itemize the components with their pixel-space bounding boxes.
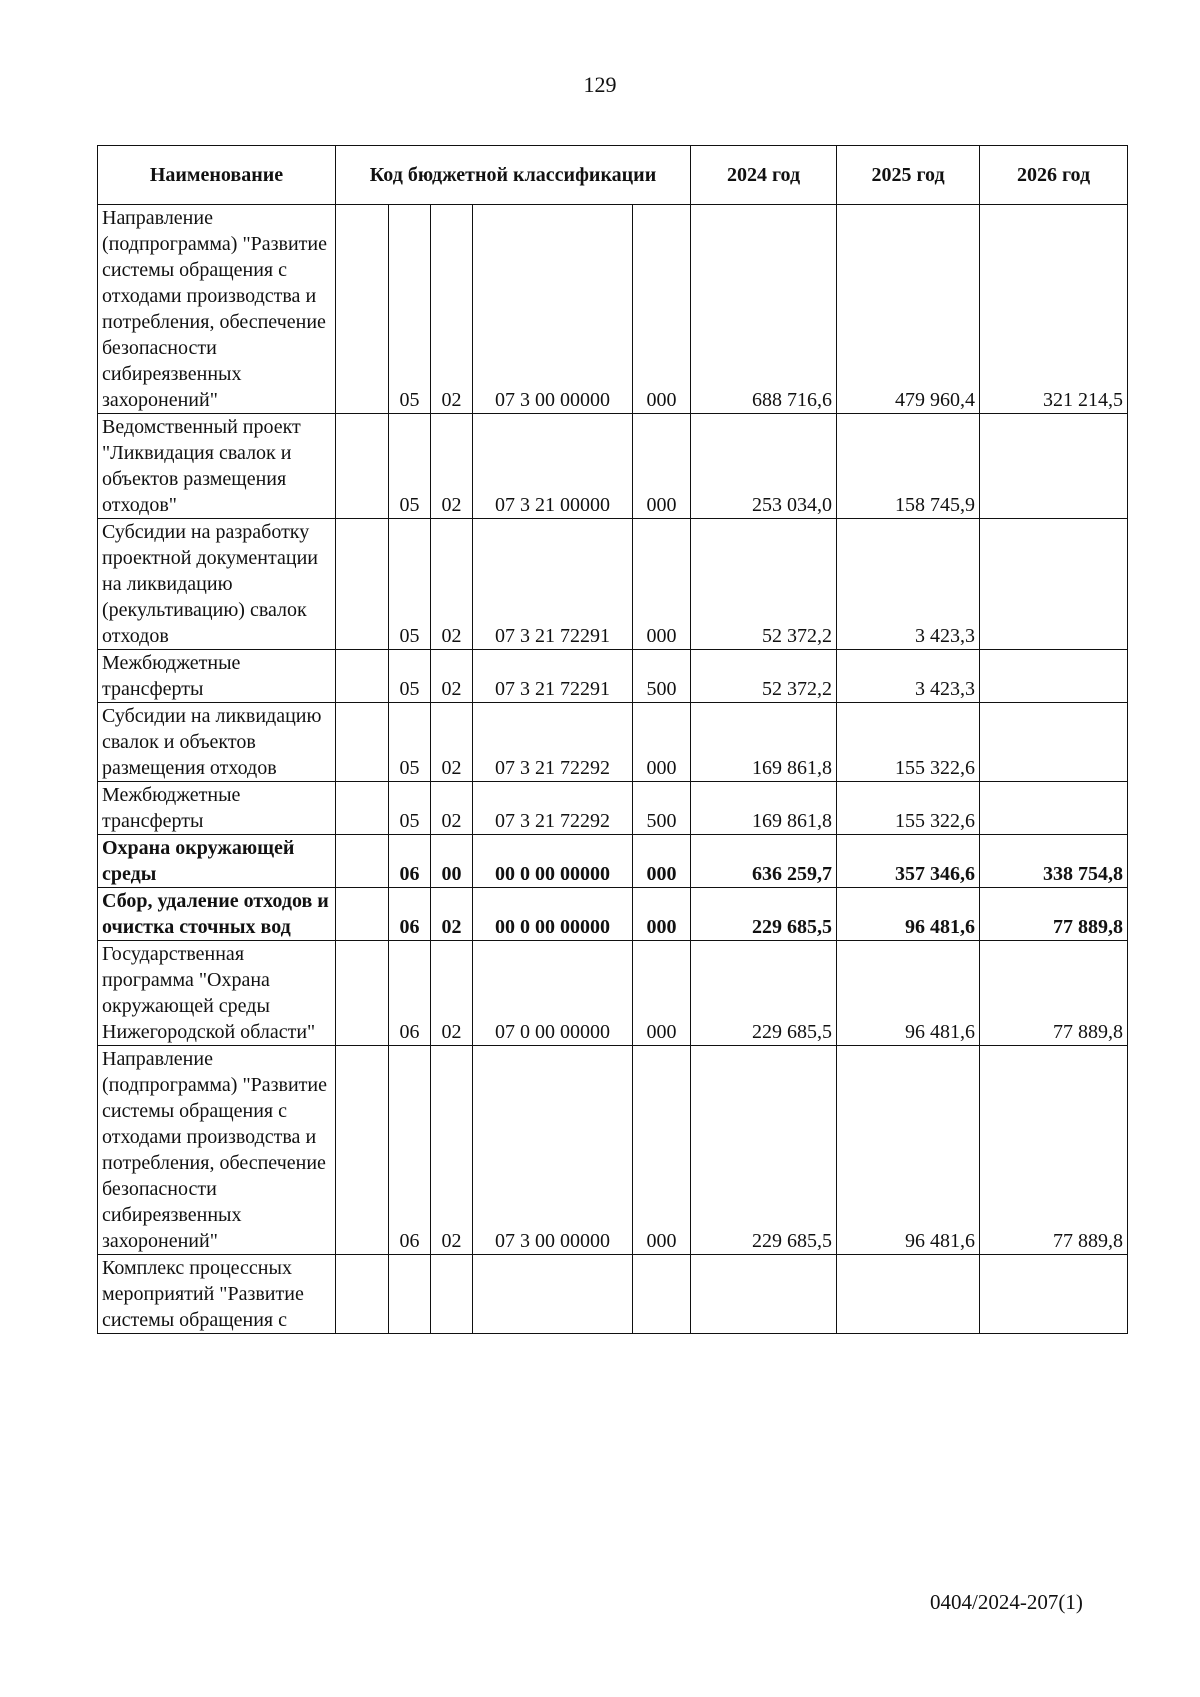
row-value-2026 — [980, 519, 1128, 650]
row-code-blank — [336, 1046, 389, 1255]
row-code-section: 05 — [389, 519, 431, 650]
row-value-2025: 96 481,6 — [837, 888, 980, 941]
table-row — [98, 414, 1128, 519]
row-value-2025 — [837, 1255, 980, 1334]
row-code-blank — [336, 888, 389, 941]
row-code-subsection: 02 — [431, 414, 473, 519]
row-code-target: 00 0 00 00000 — [473, 835, 633, 888]
row-value-2025: 155 322,6 — [837, 782, 980, 835]
table-row — [98, 888, 1128, 941]
row-value-2025: 96 481,6 — [837, 941, 980, 1046]
row-value-2026 — [980, 650, 1128, 703]
row-value-2026 — [980, 782, 1128, 835]
row-name: Субсидии на ликвидацию свалок и объектов размещения отходов — [98, 703, 336, 782]
row-code-subsection: 02 — [431, 782, 473, 835]
row-value-2026 — [980, 703, 1128, 782]
row-name: Направление (подпрограмма) "Развитие системы обращения с отходами производства и потребления, обеспечение безопасности сибиреязвенных захоронений" — [98, 205, 336, 414]
row-code-target — [473, 1255, 633, 1334]
row-code-target: 00 0 00 00000 — [473, 888, 633, 941]
header-code: Код бюджетной классификации — [336, 146, 691, 205]
row-name: Охрана окружающей среды — [98, 835, 336, 888]
row-code-blank — [336, 519, 389, 650]
row-code-target: 07 3 00 00000 — [473, 205, 633, 414]
row-code-blank — [336, 782, 389, 835]
row-value-2026 — [980, 1255, 1128, 1334]
row-code-target: 07 3 00 00000 — [473, 1046, 633, 1255]
row-code-subsection: 02 — [431, 650, 473, 703]
table-row — [98, 835, 1128, 888]
row-code-section: 05 — [389, 782, 431, 835]
row-code-subsection: 00 — [431, 835, 473, 888]
row-code-target: 07 3 21 72291 — [473, 650, 633, 703]
row-code-expense-type: 000 — [633, 835, 691, 888]
row-name: Ведомственный проект "Ликвидация свалок и объектов размещения отходов" — [98, 414, 336, 519]
table-row — [98, 782, 1128, 835]
row-name: Субсидии на разработку проектной документации на ликвидацию (рекультивацию) свалок отходов — [98, 519, 336, 650]
header-2026: 2026 год — [980, 146, 1128, 205]
row-code-section: 06 — [389, 835, 431, 888]
row-code-section: 06 — [389, 941, 431, 1046]
row-code-expense-type: 000 — [633, 888, 691, 941]
row-name: Государственная программа "Охрана окружающей среды Нижегородской области" — [98, 941, 336, 1046]
row-code-section: 05 — [389, 205, 431, 414]
table-row — [98, 205, 1128, 414]
row-code-expense-type: 000 — [633, 414, 691, 519]
row-value-2024: 253 034,0 — [691, 414, 837, 519]
row-value-2024: 229 685,5 — [691, 888, 837, 941]
row-value-2024: 229 685,5 — [691, 941, 837, 1046]
table-row — [98, 703, 1128, 782]
table-row — [98, 1255, 1128, 1334]
table-row — [98, 1046, 1128, 1255]
row-code-section: 06 — [389, 888, 431, 941]
row-code-section — [389, 1255, 431, 1334]
row-code-target: 07 3 21 72291 — [473, 519, 633, 650]
row-name: Направление (подпрограмма) "Развитие системы обращения с отходами производства и потребления, обеспечение безопасности сибиреязвенных захоронений" — [98, 1046, 336, 1255]
row-code-target: 07 0 00 00000 — [473, 941, 633, 1046]
row-code-blank — [336, 414, 389, 519]
row-value-2024: 169 861,8 — [691, 782, 837, 835]
header-name: Наименование — [98, 146, 336, 205]
row-code-subsection: 02 — [431, 888, 473, 941]
row-value-2024: 688 716,6 — [691, 205, 837, 414]
row-code-section: 06 — [389, 1046, 431, 1255]
row-code-subsection: 02 — [431, 1046, 473, 1255]
row-value-2025: 96 481,6 — [837, 1046, 980, 1255]
row-code-expense-type: 000 — [633, 205, 691, 414]
row-code-expense-type: 000 — [633, 941, 691, 1046]
row-value-2024: 52 372,2 — [691, 650, 837, 703]
row-code-blank — [336, 703, 389, 782]
row-code-blank — [336, 941, 389, 1046]
row-code-section: 05 — [389, 650, 431, 703]
row-code-subsection — [431, 1255, 473, 1334]
row-code-expense-type: 500 — [633, 650, 691, 703]
row-code-expense-type: 500 — [633, 782, 691, 835]
header-2025: 2025 год — [837, 146, 980, 205]
row-code-target: 07 3 21 72292 — [473, 782, 633, 835]
row-code-subsection: 02 — [431, 205, 473, 414]
document-code: 0404/2024-207(1) — [930, 1590, 1083, 1614]
row-code-blank — [336, 1255, 389, 1334]
row-value-2025: 3 423,3 — [837, 519, 980, 650]
row-code-blank — [336, 205, 389, 414]
row-value-2025: 158 745,9 — [837, 414, 980, 519]
row-value-2024: 229 685,5 — [691, 1046, 837, 1255]
row-name: Сбор, удаление отходов и очистка сточных вод — [98, 888, 336, 941]
row-value-2025: 155 322,6 — [837, 703, 980, 782]
row-code-blank — [336, 835, 389, 888]
table-row — [98, 941, 1128, 1046]
row-code-section: 05 — [389, 414, 431, 519]
row-name: Межбюджетные трансферты — [98, 650, 336, 703]
row-value-2025: 357 346,6 — [837, 835, 980, 888]
row-value-2025: 3 423,3 — [837, 650, 980, 703]
table-row — [98, 650, 1128, 703]
row-value-2026: 77 889,8 — [980, 888, 1128, 941]
row-value-2024: 169 861,8 — [691, 703, 837, 782]
header-row — [98, 146, 1128, 205]
row-code-target: 07 3 21 72292 — [473, 703, 633, 782]
row-value-2024: 52 372,2 — [691, 519, 837, 650]
row-code-target: 07 3 21 00000 — [473, 414, 633, 519]
row-code-subsection: 02 — [431, 941, 473, 1046]
row-name: Межбюджетные трансферты — [98, 782, 336, 835]
row-code-expense-type: 000 — [633, 1046, 691, 1255]
row-code-expense-type: 000 — [633, 519, 691, 650]
row-code-expense-type — [633, 1255, 691, 1334]
row-code-subsection: 02 — [431, 519, 473, 650]
row-code-blank — [336, 650, 389, 703]
table-row — [98, 519, 1128, 650]
row-code-subsection: 02 — [431, 703, 473, 782]
row-value-2024 — [691, 1255, 837, 1334]
row-value-2026: 338 754,8 — [980, 835, 1128, 888]
row-code-section: 05 — [389, 703, 431, 782]
page-number: 129 — [583, 72, 617, 97]
row-value-2026 — [980, 414, 1128, 519]
row-name: Комплекс процессных мероприятий "Развитие системы обращения с — [98, 1255, 336, 1334]
row-value-2026: 77 889,8 — [980, 1046, 1128, 1255]
budget-table — [97, 145, 1128, 1334]
row-value-2026: 77 889,8 — [980, 941, 1128, 1046]
row-value-2025: 479 960,4 — [837, 205, 980, 414]
row-value-2024: 636 259,7 — [691, 835, 837, 888]
row-code-expense-type: 000 — [633, 703, 691, 782]
header-2024: 2024 год — [691, 146, 837, 205]
row-value-2026: 321 214,5 — [980, 205, 1128, 414]
